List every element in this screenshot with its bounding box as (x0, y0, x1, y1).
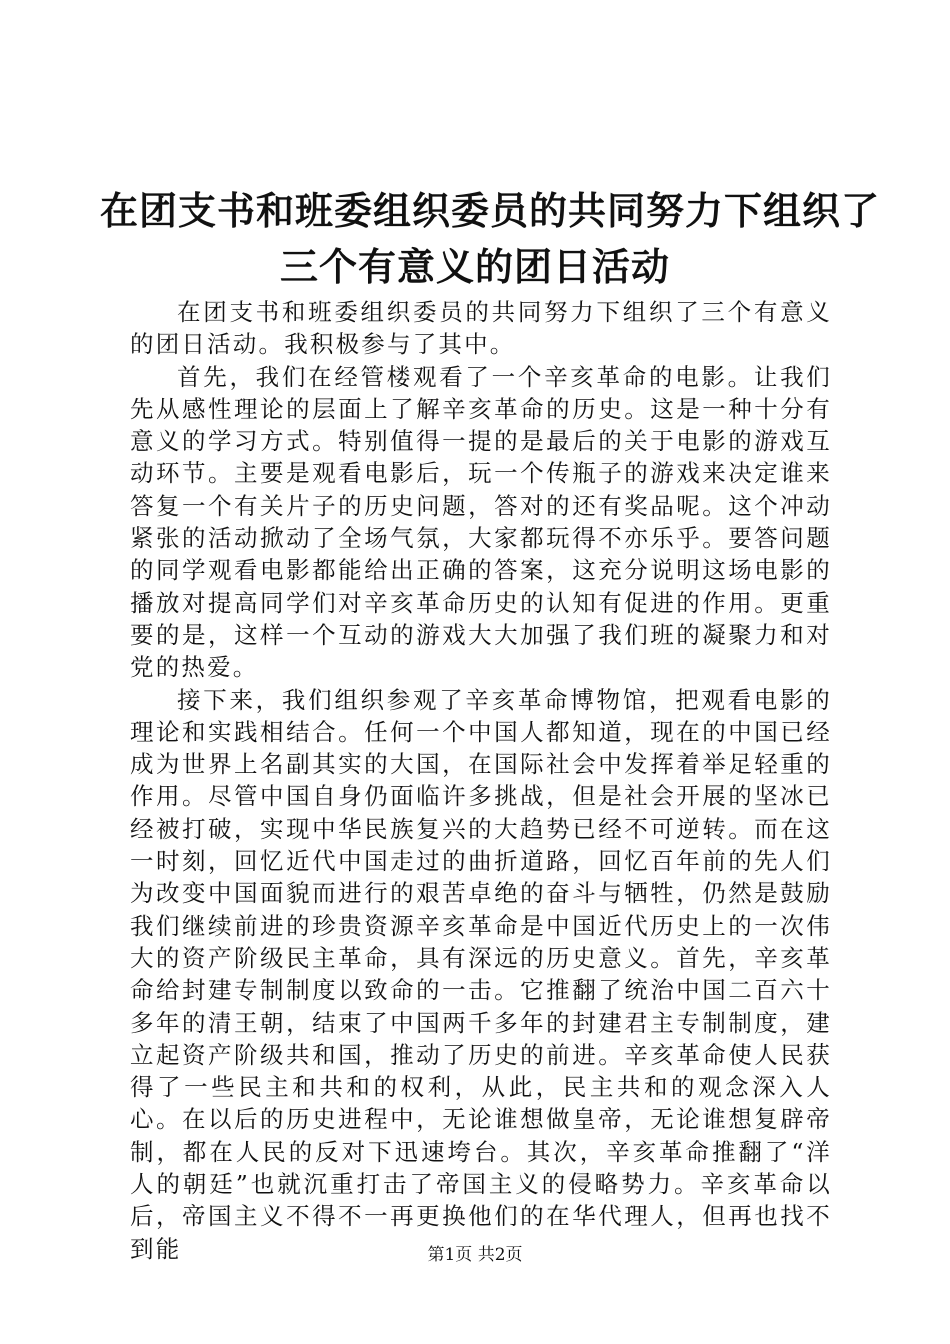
page-number-footer: 第1页 共2页 (427, 1245, 523, 1265)
document-title (100, 183, 881, 295)
document-body (130, 296, 832, 1265)
paragraph-intro: 在团支书和班委组织委员的共同努力下组织了三个有意义的团日活动。我积极参与了其中。 (130, 298, 832, 359)
paragraph-movie: 首先，我们在经管楼观看了一个辛亥革命的电影。让我们先从感性理论的层面上了解辛亥革命的历史。这是一种十分有意义的学习方式。特别值得一提的是最后的关于电影的游戏互动环节。主要是观看电影后，玩一个传瓶子的游戏来决定谁来答复一个有关片子的历史问题，答对的还有奖品呢。这个冲动紧张的活动掀动了全场气氛，大家都玩得不亦乐乎。要答问题的同学观看电影都能给出正确的答案，这充分说明这场电影的播放对提高同学们对辛亥革命历史的认知有促进的作用。更重要的是，这样一个互动的游戏大大加强了我们班的凝聚力和对党的热爱。 (130, 362, 832, 682)
title-line-2: 三个有意义的团日活动 (279, 244, 670, 289)
paragraph-museum: 接下来，我们组织参观了辛亥革命博物馆，把观看电影的理论和实践相结合。任何一个中国人都知道，现在的中国已经成为世界上名副其实的大国，在国际社会中发挥着举足轻重的作用。尽管中国自身仍面临许多挑战，但是社会开展的坚冰已经被打破，实现中华民族复兴的大趋势已经不可逆转。而在这一时刻，回忆近代中国走过的曲折道路，回忆百年前的先人们为改变中国面貌而进行的艰苦卓绝的奋斗与牺牲，仍然是鼓励我们继续前进的珍贵资源辛亥革命是中国近代历史上的一次伟大的资产阶级民主革命，具有深远的历史意义。首先，辛亥革命给封建专制制度以致命的一击。它推翻了统治中国二百六十多年的清王朝，结束了中国两千多年的封建君主专制制度，建立起资产阶级共和国，推动了历史的前进。辛亥革命使人民获得了一些民主和共和的权利，从此，民主共和的观念深入人心。在以后的历史进程中，无论谁想做皇帝，无论谁想复辟帝制，都在人民的反对下迅速垮台。其次，辛亥革命推翻了“洋人的朝廷”也就沉重打击了帝国主义的侵略势力。辛亥革命以后，帝国主义不得不一再更换他们的在华代理人，但再也找不到能 (130, 685, 832, 1263)
title-line-1: 在团支书和班委组织委员的共同努力下组织了 (100, 188, 881, 233)
